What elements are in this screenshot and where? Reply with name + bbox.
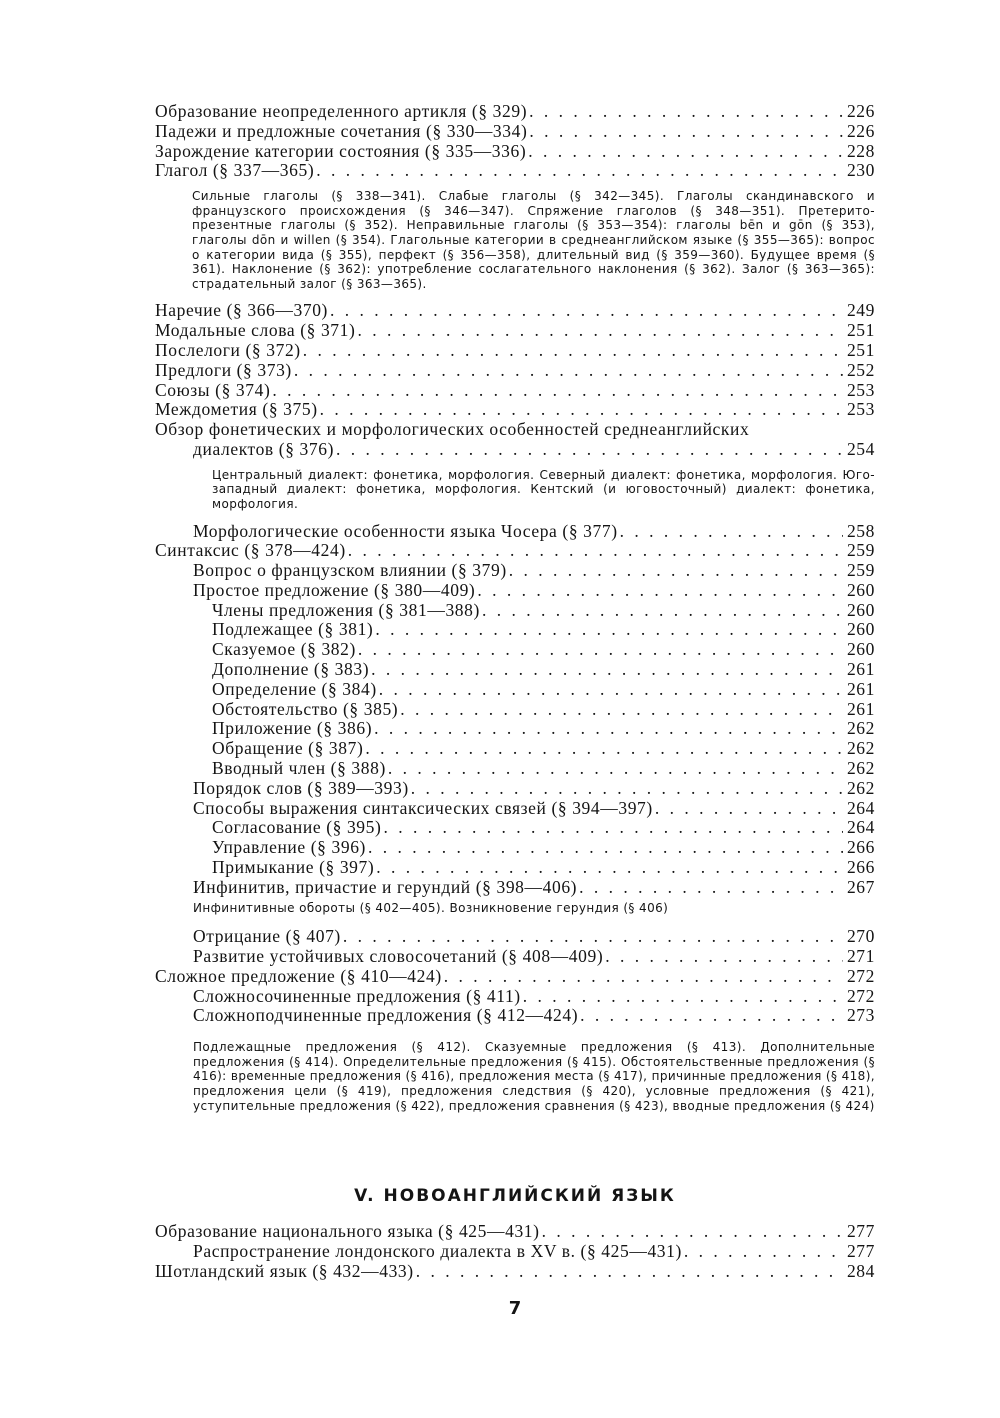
toc-entry[interactable] bbox=[155, 122, 875, 142]
toc-entry[interactable] bbox=[155, 301, 875, 321]
toc-entry[interactable] bbox=[155, 142, 875, 162]
toc-entry-page: 270 bbox=[846, 926, 875, 947]
dot-leader bbox=[383, 818, 843, 838]
toc-entry-title: Управление (§ 396) bbox=[212, 837, 366, 858]
toc-entry-page: 261 bbox=[846, 659, 875, 680]
toc-entry-page: 260 bbox=[846, 579, 875, 600]
toc-entry-page: 251 bbox=[846, 339, 875, 360]
toc-entry-page: 251 bbox=[846, 320, 875, 341]
dot-leader bbox=[368, 838, 843, 858]
toc-group-morphology bbox=[155, 102, 875, 181]
toc-entry-title: Порядок слов (§ 389—393) bbox=[193, 777, 409, 798]
toc-entry-title: Модальные слова (§ 371) bbox=[155, 320, 356, 341]
toc-entry[interactable] bbox=[155, 799, 875, 819]
toc-entry-page: 253 bbox=[846, 399, 875, 420]
dot-leader bbox=[482, 601, 843, 621]
toc-entry-page: 273 bbox=[846, 1005, 875, 1026]
dot-leader bbox=[374, 719, 843, 739]
toc-entry[interactable] bbox=[155, 620, 875, 640]
table-of-contents-section-v bbox=[155, 1222, 875, 1281]
toc-entry-page: 261 bbox=[846, 698, 875, 719]
toc-entry[interactable] bbox=[155, 640, 875, 660]
dialects-subtopics-note: Центральный диалект: фонетика, морфология. Северный диалект: фонетика, морфология. Юго-западный диалект: фонетика, морфология. Кентский (и юговосточный) диалект: фонетика, морфология. bbox=[212, 467, 875, 511]
toc-entry-title: Вопрос о французском влиянии (§ 379) bbox=[193, 560, 507, 581]
toc-entry-title: Развитие устойчивых словосочетаний (§ 408—409) bbox=[193, 946, 604, 967]
toc-entry-title: Предлоги (§ 373) bbox=[155, 359, 292, 380]
toc-entry[interactable] bbox=[155, 601, 875, 621]
dot-leader bbox=[388, 759, 843, 779]
toc-entry-page: 260 bbox=[846, 619, 875, 640]
dot-leader bbox=[376, 858, 843, 878]
toc-entry[interactable] bbox=[155, 1262, 875, 1282]
dot-leader bbox=[343, 927, 843, 947]
toc-group-syntax bbox=[155, 522, 875, 898]
toc-entry-title: Междометия (§ 375) bbox=[155, 399, 318, 420]
dialects-title-line1: Обзор фонетических и морфологических особенностей среднеанглийских bbox=[155, 419, 750, 440]
dot-leader bbox=[444, 967, 843, 987]
toc-entry[interactable] bbox=[155, 987, 875, 1007]
dot-leader bbox=[529, 122, 843, 142]
toc-entry-page: 261 bbox=[846, 678, 875, 699]
page-number: 7 bbox=[508, 1298, 522, 1319]
dot-leader bbox=[375, 620, 843, 640]
toc-entry-title: Падежи и предложные сочетания (§ 330—334) bbox=[155, 120, 528, 141]
toc-entry[interactable] bbox=[155, 381, 875, 401]
dialects-title-line2: диалектов (§ 376) bbox=[193, 438, 334, 459]
toc-entry-page: 260 bbox=[846, 599, 875, 620]
dot-leader bbox=[348, 541, 843, 561]
toc-entry[interactable] bbox=[155, 581, 875, 601]
toc-entry-title: Сложное предложение (§ 410—424) bbox=[155, 965, 442, 986]
verb-subtopics-note: Сильные глаголы (§ 338—341). Слабые глаголы (§ 342—345). Глаголы скандинавского и французского происхождения (§ 346—347). Спряжение глаголов (§ 348—351). Претерито-презентные глаголы (§ 352). Неправильные глаголы (§ 353—354): глаголы bēn и gōn (§ 353), глаголы dōn и willen (§ 354). Глагольные категории в среднеанглийском языке (§ 355—365): вопрос о категории вида (§ 355), перфект (§ 356—358), длительный вид (§ 359—360). Будущее время (§ 361). Наклонение (§ 362): употребление сослагательного наклонения (§ 362). Залог (§ 363—365): страдательный залог (§ 363—365). bbox=[192, 189, 875, 291]
dot-leader bbox=[336, 440, 845, 460]
dot-leader bbox=[379, 680, 843, 700]
toc-entry-title: Обстоятельство (§ 385) bbox=[212, 698, 399, 719]
dot-leader bbox=[655, 799, 843, 819]
dot-leader bbox=[371, 660, 843, 680]
dot-leader bbox=[477, 581, 843, 601]
toc-entry-page: 259 bbox=[846, 540, 875, 561]
toc-entry[interactable] bbox=[155, 759, 875, 779]
toc-entry-page: 262 bbox=[846, 718, 875, 739]
toc-entry-page: 226 bbox=[846, 101, 875, 121]
toc-entry-page: 277 bbox=[846, 1240, 875, 1261]
toc-entry-title: Подлежащее (§ 381) bbox=[212, 619, 374, 640]
dot-leader bbox=[357, 321, 843, 341]
toc-entry-title: Зарождение категории состояния (§ 335—336) bbox=[155, 140, 527, 161]
toc-entry[interactable] bbox=[155, 321, 875, 341]
toc-entry[interactable] bbox=[155, 1222, 875, 1242]
toc-entry-page: 253 bbox=[846, 379, 875, 400]
toc-entry-title: Образование неопределенного артикля (§ 329) bbox=[155, 101, 528, 121]
toc-entry-page: 266 bbox=[846, 857, 875, 878]
toc-group-parts-of-speech bbox=[155, 301, 875, 420]
toc-entry-page: 228 bbox=[846, 140, 875, 161]
toc-entry-title: Вводный член (§ 388) bbox=[212, 758, 386, 779]
toc-entry-title: Дополнение (§ 383) bbox=[212, 659, 370, 680]
toc-entry-title: Распространение лондонского диалекта в XV в. (§ 425—431) bbox=[193, 1240, 682, 1261]
toc-entry-title: Способы выражения синтаксических связей (§ 394—397) bbox=[193, 797, 653, 818]
dialects-page: 254 bbox=[846, 438, 875, 459]
dot-leader bbox=[684, 1242, 843, 1262]
toc-entry-page: 260 bbox=[846, 639, 875, 660]
toc-entry-title: Обращение (§ 387) bbox=[212, 738, 364, 759]
toc-entry-page: 226 bbox=[846, 120, 875, 141]
toc-entry[interactable] bbox=[155, 400, 875, 420]
toc-entry-dialects[interactable] bbox=[155, 420, 875, 460]
toc-group-complex-sentence bbox=[155, 927, 875, 1026]
toc-entry-title: Союзы (§ 374) bbox=[155, 379, 271, 400]
toc-entry-page: 262 bbox=[846, 758, 875, 779]
toc-entry-title: Определение (§ 384) bbox=[212, 678, 377, 699]
toc-entry-page: 262 bbox=[846, 738, 875, 759]
dot-leader bbox=[365, 739, 843, 759]
toc-entry-page: 264 bbox=[846, 817, 875, 838]
toc-entry-title: Члены предложения (§ 381—388) bbox=[212, 599, 480, 620]
toc-entry-title: Сказуемое (§ 382) bbox=[212, 639, 356, 660]
toc-entry-title: Примыкание (§ 397) bbox=[212, 857, 375, 878]
toc-entry-page: 271 bbox=[846, 946, 875, 967]
dot-leader bbox=[579, 878, 843, 898]
dot-leader bbox=[509, 561, 843, 581]
toc-entry-title: Шотландский язык (§ 432—433) bbox=[155, 1260, 414, 1281]
toc-entry[interactable] bbox=[155, 838, 875, 858]
toc-entry[interactable] bbox=[155, 947, 875, 967]
toc-entry[interactable] bbox=[155, 858, 875, 878]
toc-entry-title: Образование национального языка (§ 425—431) bbox=[155, 1221, 540, 1241]
dot-leader bbox=[523, 987, 843, 1007]
toc-entry-title: Синтаксис (§ 378—424) bbox=[155, 540, 346, 561]
toc-entry-title: Сложноподчиненные предложения (§ 412—424) bbox=[193, 1005, 579, 1026]
toc-entry[interactable] bbox=[155, 341, 875, 361]
toc-entry-title: Морфологические особенности языка Чосера (§ 377) bbox=[193, 520, 618, 541]
toc-entry-page: 252 bbox=[846, 359, 875, 380]
toc-entry-page: 266 bbox=[846, 837, 875, 858]
toc-entry[interactable] bbox=[155, 927, 875, 947]
toc-entry[interactable] bbox=[155, 680, 875, 700]
toc-entry-page: 262 bbox=[846, 777, 875, 798]
table-of-contents bbox=[155, 102, 875, 1123]
dot-leader bbox=[400, 700, 843, 720]
dot-leader bbox=[529, 102, 843, 122]
toc-entry[interactable] bbox=[155, 700, 875, 720]
toc-entry[interactable] bbox=[155, 967, 875, 987]
complex-sentence-subtopics-note: Подлежащные предложения (§ 412). Сказуемные предложения (§ 413). Дополнительные предложения (§ 414). Определительные предложения (§ 415). Обстоятельственные предложения (§ 416): временные предложения (§ 416), предложения места (§ 417), причинные предложения (§ 418), предложения цели (§ 419), предложения следствия (§ 420), условные предложения (§ 421), уступительные предложения (§ 422), предложения сравнения (§ 423), вводные предложения (§ 424) bbox=[193, 1040, 876, 1113]
toc-entry-title: Наречие (§ 366—370) bbox=[155, 300, 328, 321]
dot-leader bbox=[411, 779, 843, 799]
toc-entry[interactable] bbox=[155, 739, 875, 759]
dot-leader bbox=[320, 400, 843, 420]
toc-entry[interactable] bbox=[155, 660, 875, 680]
dot-leader bbox=[528, 142, 843, 162]
toc-entry[interactable] bbox=[155, 561, 875, 581]
dot-leader bbox=[580, 1006, 843, 1026]
toc-entry-page: 249 bbox=[846, 300, 875, 321]
toc-entry-page: 258 bbox=[846, 520, 875, 541]
toc-entry-page: 259 bbox=[846, 560, 875, 581]
dot-leader bbox=[358, 640, 843, 660]
toc-entry-page: 277 bbox=[846, 1221, 875, 1241]
toc-entry-title: Отрицание (§ 407) bbox=[193, 926, 341, 947]
toc-entry-page: 264 bbox=[846, 797, 875, 818]
toc-entry-title: Послелоги (§ 372) bbox=[155, 339, 301, 360]
toc-entry-page: 230 bbox=[846, 160, 875, 181]
dot-leader bbox=[316, 161, 843, 181]
dot-leader bbox=[330, 301, 843, 321]
dot-leader bbox=[294, 361, 843, 381]
toc-entry[interactable] bbox=[155, 541, 875, 561]
section-heading: V. НОВОАНГЛИЙСКИЙ ЯЗЫК bbox=[354, 1186, 676, 1206]
toc-group-new-english bbox=[155, 1222, 875, 1281]
toc-entry[interactable] bbox=[155, 779, 875, 799]
toc-entry-page: 272 bbox=[846, 965, 875, 986]
dot-leader bbox=[620, 522, 843, 542]
toc-entry[interactable] bbox=[155, 1242, 875, 1262]
toc-entry-title: Простое предложение (§ 380—409) bbox=[193, 579, 476, 600]
dot-leader bbox=[416, 1262, 843, 1282]
toc-entry[interactable] bbox=[155, 1006, 875, 1026]
toc-entry[interactable] bbox=[155, 361, 875, 381]
toc-entry[interactable] bbox=[155, 522, 875, 542]
toc-entry-title: Глагол (§ 337—365) bbox=[155, 160, 315, 181]
toc-entry-page: 272 bbox=[846, 985, 875, 1006]
dot-leader bbox=[542, 1222, 843, 1242]
dot-leader bbox=[272, 381, 843, 401]
toc-entry-page: 267 bbox=[846, 876, 875, 897]
toc-entry[interactable] bbox=[155, 719, 875, 739]
toc-entry[interactable] bbox=[155, 878, 875, 898]
toc-entry[interactable] bbox=[155, 102, 875, 122]
toc-entry-page: 284 bbox=[846, 1260, 875, 1281]
infinitive-subtopics-note: Инфинитивные обороты (§ 402—405). Возникновение герундия (§ 406) bbox=[193, 900, 669, 915]
dot-leader bbox=[605, 947, 843, 967]
dot-leader bbox=[303, 341, 843, 361]
toc-entry-title: Приложение (§ 386) bbox=[212, 718, 373, 739]
toc-entry-title: Сложносочиненные предложения (§ 411) bbox=[193, 985, 521, 1006]
toc-entry-title: Инфинитив, причастие и герундий (§ 398—406) bbox=[193, 876, 578, 897]
toc-entry[interactable] bbox=[155, 161, 875, 181]
toc-entry-title: Согласование (§ 395) bbox=[212, 817, 382, 838]
toc-entry[interactable] bbox=[155, 818, 875, 838]
